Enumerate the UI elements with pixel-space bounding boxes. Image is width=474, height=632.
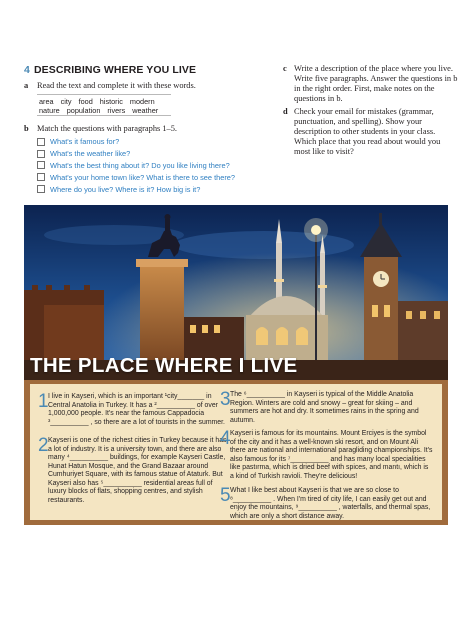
step-b-letter: b bbox=[24, 124, 29, 133]
answer-checkbox[interactable] bbox=[37, 138, 45, 146]
word-row-1 bbox=[39, 97, 169, 106]
word: weather bbox=[132, 106, 159, 115]
paragraph-text: Kayseri is one of the richest cities in Turkey because it has a lot of industry. It is a university town, and there are also many ⁴__________ buildings, for example Kayseri Castle, Hunat Hatun Mosque, and the Grand Bazaar around Cumhuriyet Square, with its famous statue of Ataturk. But Kayseri also has ⁵__________ residential areas full of luxury blocks of flats, shopping centres, and stylish restaurants. bbox=[48, 437, 227, 504]
step-d-text: Check your email for mistakes (grammar, punctuation, and spelling). Show your description to other students in your class. Which place that you read about would you most like to visit? bbox=[294, 107, 441, 156]
word: population bbox=[66, 106, 101, 115]
question-text: What's it famous for? bbox=[50, 137, 120, 147]
question-item bbox=[37, 160, 277, 172]
step-c-letter: c bbox=[283, 64, 287, 73]
step-d bbox=[283, 107, 458, 157]
paragraph-number: 4 bbox=[220, 428, 231, 449]
word: nature bbox=[39, 106, 60, 115]
paragraph-1 bbox=[38, 393, 228, 427]
paragraph-number: 2 bbox=[38, 435, 49, 456]
paragraph-2 bbox=[38, 437, 228, 505]
step-b bbox=[24, 124, 224, 134]
paragraph-number: 3 bbox=[220, 389, 231, 410]
answer-checkbox[interactable] bbox=[37, 185, 45, 193]
question-text: What's the weather like? bbox=[50, 149, 131, 159]
exercise-number: 4 bbox=[24, 64, 30, 76]
exercise-heading bbox=[24, 64, 196, 76]
exercise-title: DESCRIBING WHERE YOU LIVE bbox=[33, 64, 197, 76]
step-b-text: Match the questions with paragraphs 1–5. bbox=[37, 124, 178, 133]
question-item bbox=[37, 148, 277, 160]
paragraph-number: 5 bbox=[220, 485, 231, 506]
answer-checkbox[interactable] bbox=[37, 150, 45, 158]
step-a-letter: a bbox=[24, 81, 29, 90]
word: area bbox=[39, 97, 54, 106]
question-text: What's the best thing about it? Do you like living there? bbox=[50, 160, 230, 170]
paragraph-4 bbox=[220, 430, 434, 481]
step-a-text: Read the text and complete it with these words. bbox=[37, 81, 196, 90]
paragraph-text: Kayseri is famous for its mountains. Mount Erciyes is the symbol of the city and it has a well-known ski resort, and on Mount Ali there are national and international paragliding championships. It's also famous for its ⁷__________ and has many local specialities like pastırma, which is dried beef with spices, and mantı, which is a kind of Turkish ravioli. They're delicious! bbox=[230, 430, 433, 480]
step-d-letter: d bbox=[283, 107, 288, 116]
exercise-section bbox=[0, 0, 474, 200]
word: historic bbox=[99, 97, 123, 106]
word: food bbox=[78, 97, 93, 106]
word: modern bbox=[129, 97, 155, 106]
paragraph-5 bbox=[220, 487, 434, 521]
question-item bbox=[37, 183, 277, 195]
word: city bbox=[60, 97, 72, 106]
question-item bbox=[37, 136, 277, 148]
word-box bbox=[37, 94, 171, 116]
question-list bbox=[37, 136, 277, 195]
reading-panel bbox=[24, 380, 448, 525]
answer-checkbox[interactable] bbox=[37, 161, 45, 169]
answer-checkbox[interactable] bbox=[37, 173, 45, 181]
word: rivers bbox=[107, 106, 126, 115]
paragraph-text: What I like best about Kayseri is that we are so close to ⁸__________ . When I'm tired of city life, I can easily get out and enjoy the mountains, ⁹__________ , waterfalls, and thermal spas, which are only a short distance away. bbox=[230, 487, 431, 520]
paragraph-3 bbox=[220, 391, 434, 425]
question-item bbox=[37, 171, 277, 183]
paragraph-text: I live in Kayseri, which is an important ¹city_______ in Central Anatolia in Turkey. It has a ²__________ of over 1,000,000 people. It's near the famous Cappadocia ³__________ , so there are a lot of tourists in the summer. bbox=[48, 393, 225, 426]
paragraph-number: 1 bbox=[38, 391, 49, 412]
word-row-2 bbox=[39, 106, 169, 115]
question-text: Where do you live? Where is it? How big is it? bbox=[50, 184, 201, 194]
step-c bbox=[283, 64, 458, 104]
paragraph-text: The ⁶__________ in Kayseri is typical of the Middle Anatolia Region. Winters are cold and snowy – great for skiing – and summers are hot and dry. It sometimes rains in the spring and autumn. bbox=[230, 391, 419, 424]
reading-title: THE PLACE WHERE I LIVE bbox=[30, 354, 298, 377]
step-c-text: Write a description of the place where you live. Write five paragraphs. Answer the questions in b in the right order. First, make notes on the questions in b. bbox=[294, 64, 458, 103]
question-text: What's your home town like? What is there to see there? bbox=[50, 172, 236, 182]
reading-text-area bbox=[30, 384, 442, 520]
step-a bbox=[24, 81, 224, 91]
